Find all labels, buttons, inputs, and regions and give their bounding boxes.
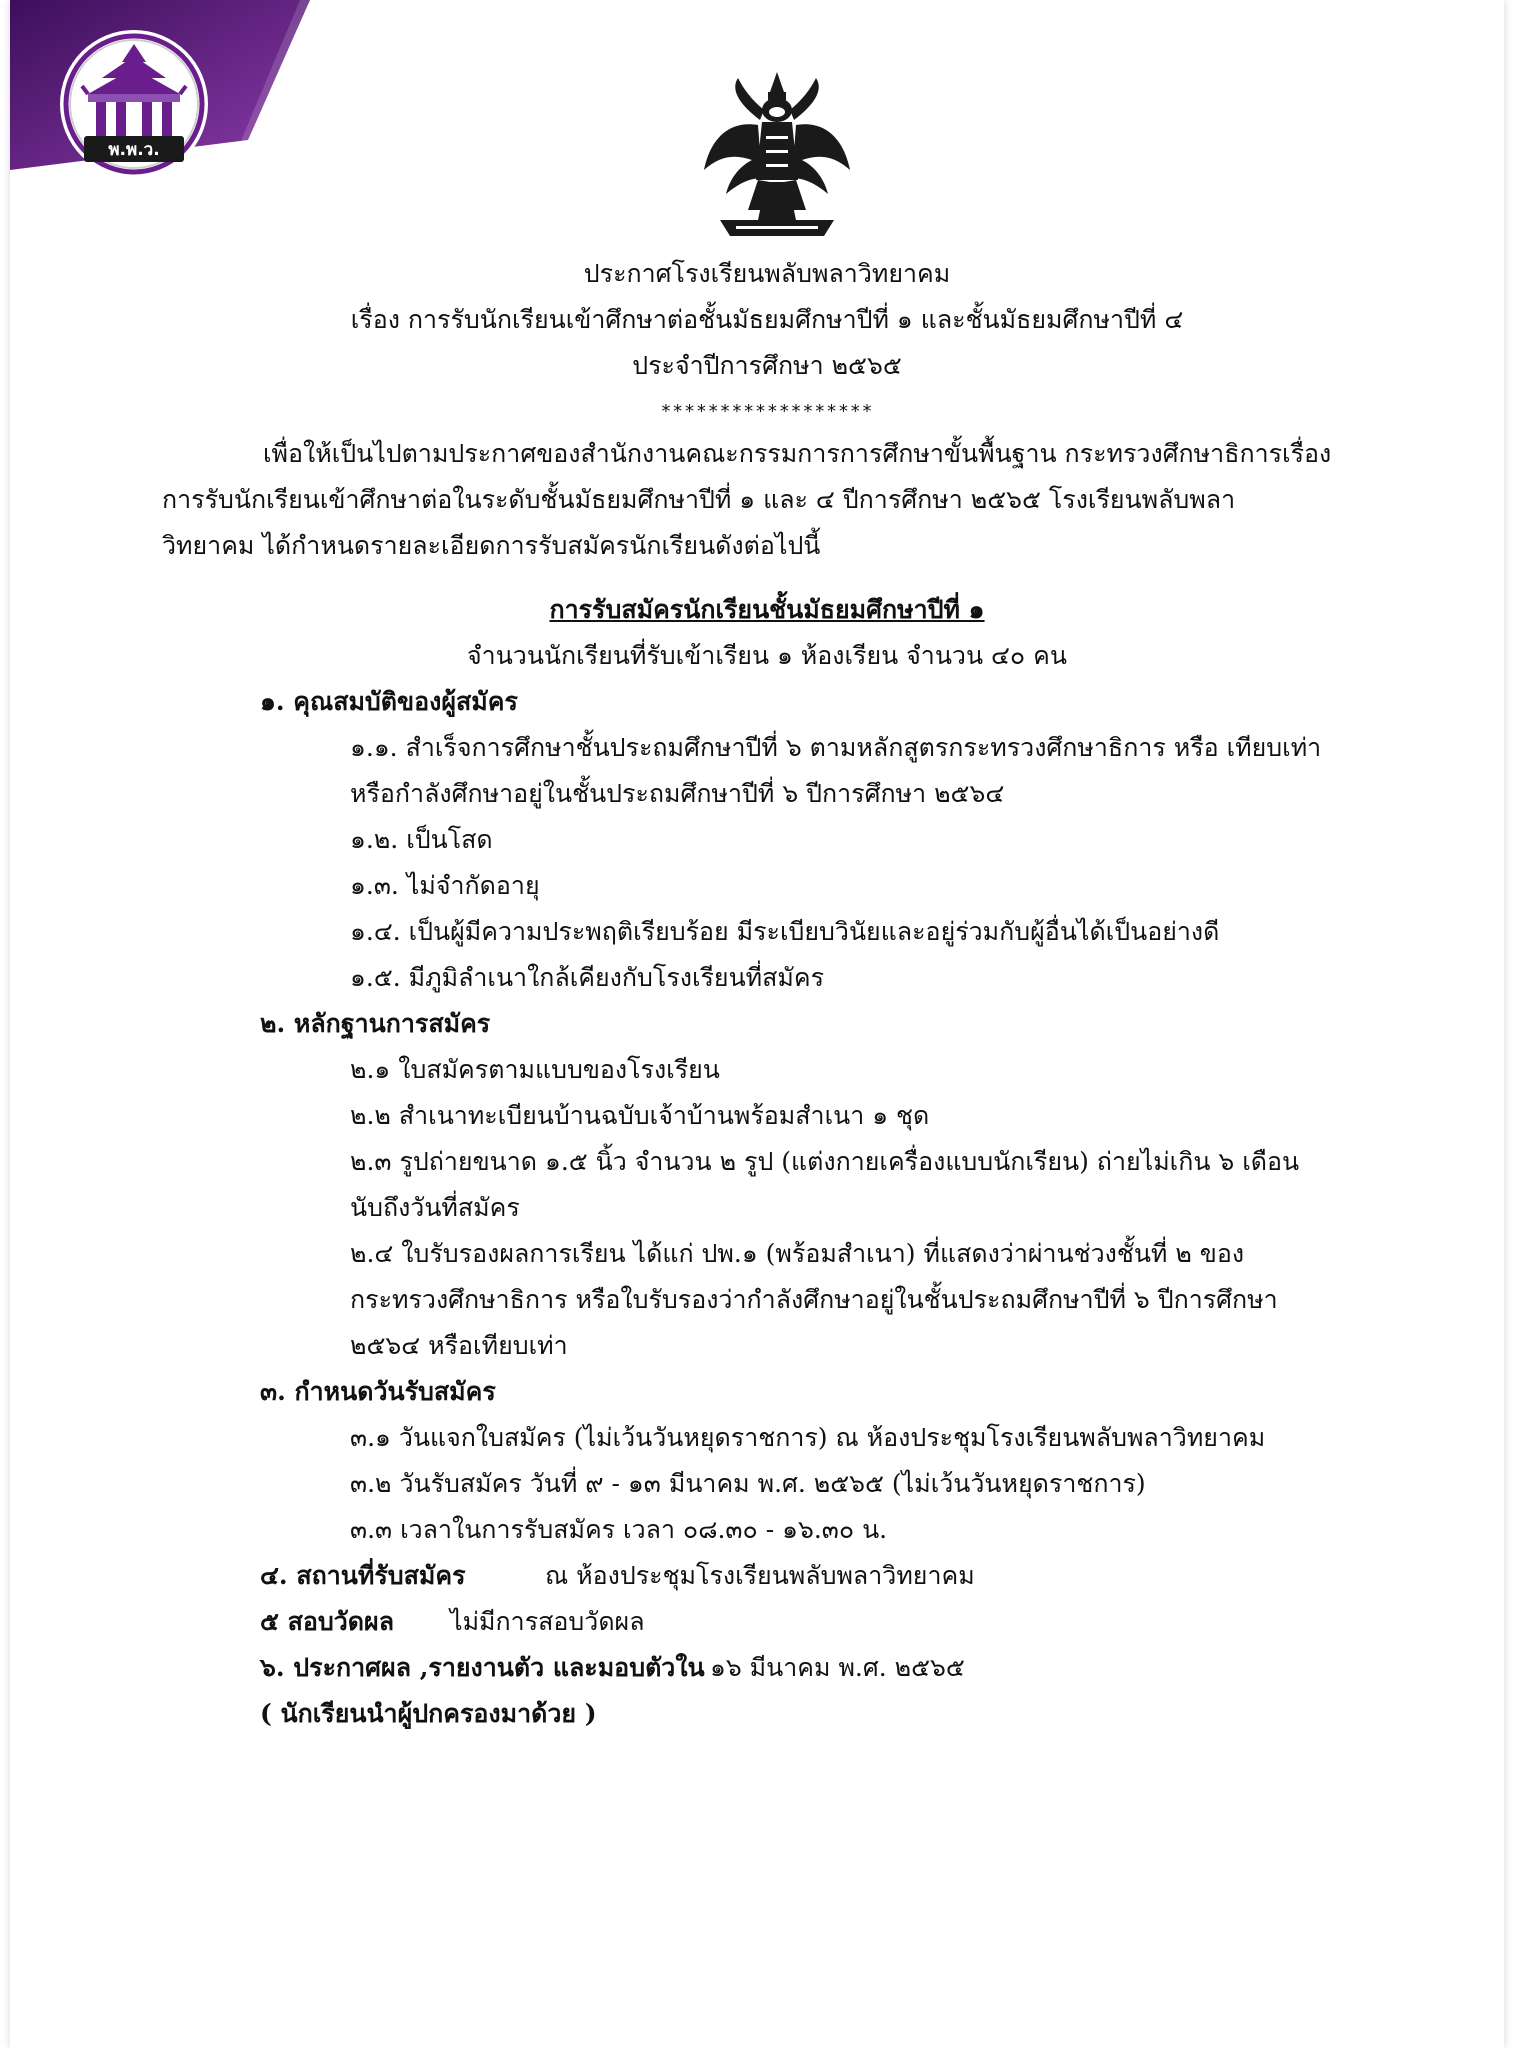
document-item-3-cont: นับถึงวันที่สมัคร: [350, 1193, 520, 1222]
exam-label: ๕ สอบวัดผล: [260, 1607, 395, 1636]
qualification-item-1: ๑.๑. สำเร็จการศึกษาชั้นประถมศึกษาปีที่ ๖ ตามหลักสูตรกระทรวงศึกษาธิการ หรือ เทียบเท่า: [350, 733, 1322, 762]
results-date: ๑๖ มีนาคม พ.ศ. ๒๕๖๕: [710, 1653, 965, 1682]
separator: ******************: [660, 401, 874, 422]
schedule-item-3: ๓.๓ เวลาในการรับสมัคร เวลา ๐๘.๓๐ - ๑๖.๓๐ น.: [350, 1515, 888, 1544]
intro-line-2: การรับนักเรียนเข้าศึกษาต่อในระดับชั้นมัธยมศึกษาปีที่ ๑ และ ๔ ปีการศึกษา ๒๕๖๕ โรงเรียนพลับพลา: [162, 485, 1236, 514]
intro-line-1: เพื่อให้เป็นไปตามประกาศของสำนักงานคณะกรรมการการศึกษาขั้นพื้นฐาน กระทรวงศึกษาธิการเรื่อง: [263, 439, 1332, 468]
qualification-item-1-cont: หรือกำลังศึกษาอยู่ในชั้นประถมศึกษาปีที่ ๖ ปีการศึกษา ๒๕๖๔: [350, 779, 1005, 808]
garuda-emblem: [700, 70, 855, 240]
academic-year: ประจำปีการศึกษา ๒๕๖๕: [632, 351, 902, 380]
qualification-item-4: ๑.๔. เป็นผู้มีความประพฤติเรียบร้อย มีระเบียบวินัยและอยู่ร่วมกับผู้อื่นได้เป็นอย่างดี: [350, 917, 1220, 946]
document-item-2: ๒.๒ สำเนาทะเบียนบ้านฉบับเจ้าบ้านพร้อมสำเนา ๑ ชุด: [350, 1101, 930, 1130]
qualifications-heading: ๑. คุณสมบัติของผู้สมัคร: [260, 687, 518, 716]
exam-value: ไม่มีการสอบวัดผล: [450, 1607, 645, 1636]
qualification-item-2: ๑.๒. เป็นโสด: [350, 825, 493, 854]
qualification-item-5: ๑.๕. มีภูมิลำเนาใกล้เคียงกับโรงเรียนที่สมัคร: [350, 963, 825, 992]
document-item-1: ๒.๑ ใบสมัครตามแบบของโรงเรียน: [350, 1055, 720, 1084]
results-label: ๖. ประกาศผล ,รายงานตัว และมอบตัวใน: [260, 1653, 705, 1682]
intro-line-3: วิทยาคม ได้กำหนดรายละเอียดการรับสมัครนักเรียนดังต่อไปนี้: [162, 531, 821, 560]
parent-note: ( นักเรียนนำผู้ปกครองมาด้วย ): [260, 1699, 597, 1728]
document-item-4-cont: กระทรวงศึกษาธิการ หรือใบรับรองว่ากำลังศึกษาอยู่ในชั้นประถมศึกษาปีที่ ๖ ปีการศึกษา: [350, 1285, 1278, 1314]
venue-value: ณ ห้องประชุมโรงเรียนพลับพลาวิทยาคม: [545, 1561, 975, 1590]
student-capacity: จำนวนนักเรียนที่รับเข้าเรียน ๑ ห้องเรียน จำนวน ๔๐ คน: [467, 641, 1067, 670]
qualification-item-3: ๑.๓. ไม่จำกัดอายุ: [350, 871, 540, 900]
section-title: การรับสมัครนักเรียนชั้นมัธยมศึกษาปีที่ ๑: [549, 595, 985, 624]
schedule-item-1: ๓.๑ วันแจกใบสมัคร (ไม่เว้นวันหยุดราชการ) ณ ห้องประชุมโรงเรียนพลับพลาวิทยาคม: [350, 1423, 1266, 1452]
school-logo: [58, 28, 210, 180]
document-item-4: ๒.๔ ใบรับรองผลการเรียน ได้แก่ ปพ.๑ (พร้อมสำเนา) ที่แสดงว่าผ่านช่วงชั้นที่ ๒ ของ: [350, 1239, 1245, 1268]
announcement-title: ประกาศโรงเรียนพลับพลาวิทยาคม: [583, 259, 951, 288]
document-page: [10, 0, 1504, 2048]
logo-text: พ.พ.ว.: [108, 140, 160, 160]
schedule-heading: ๓. กำหนดวันรับสมัคร: [260, 1377, 496, 1406]
document-item-4-cont-2: ๒๕๖๔ หรือเทียบเท่า: [350, 1331, 568, 1360]
documents-heading: ๒. หลักฐานการสมัคร: [260, 1009, 491, 1038]
schedule-item-2: ๓.๒ วันรับสมัคร วันที่ ๙ - ๑๓ มีนาคม พ.ศ. ๒๕๖๕ (ไม่เว้นวันหยุดราชการ): [350, 1469, 1146, 1498]
venue-label: ๔. สถานที่รับสมัคร: [260, 1561, 466, 1590]
document-item-3: ๒.๓ รูปถ่ายขนาด ๑.๕ นิ้ว จำนวน ๒ รูป (แต่งกายเครื่องแบบนักเรียน) ถ่ายไม่เกิน ๖ เดือน: [350, 1147, 1300, 1176]
announcement-subject: เรื่อง การรับนักเรียนเข้าศึกษาต่อชั้นมัธยมศึกษาปีที่ ๑ และชั้นมัธยมศึกษาปีที่ ๔: [350, 305, 1184, 334]
